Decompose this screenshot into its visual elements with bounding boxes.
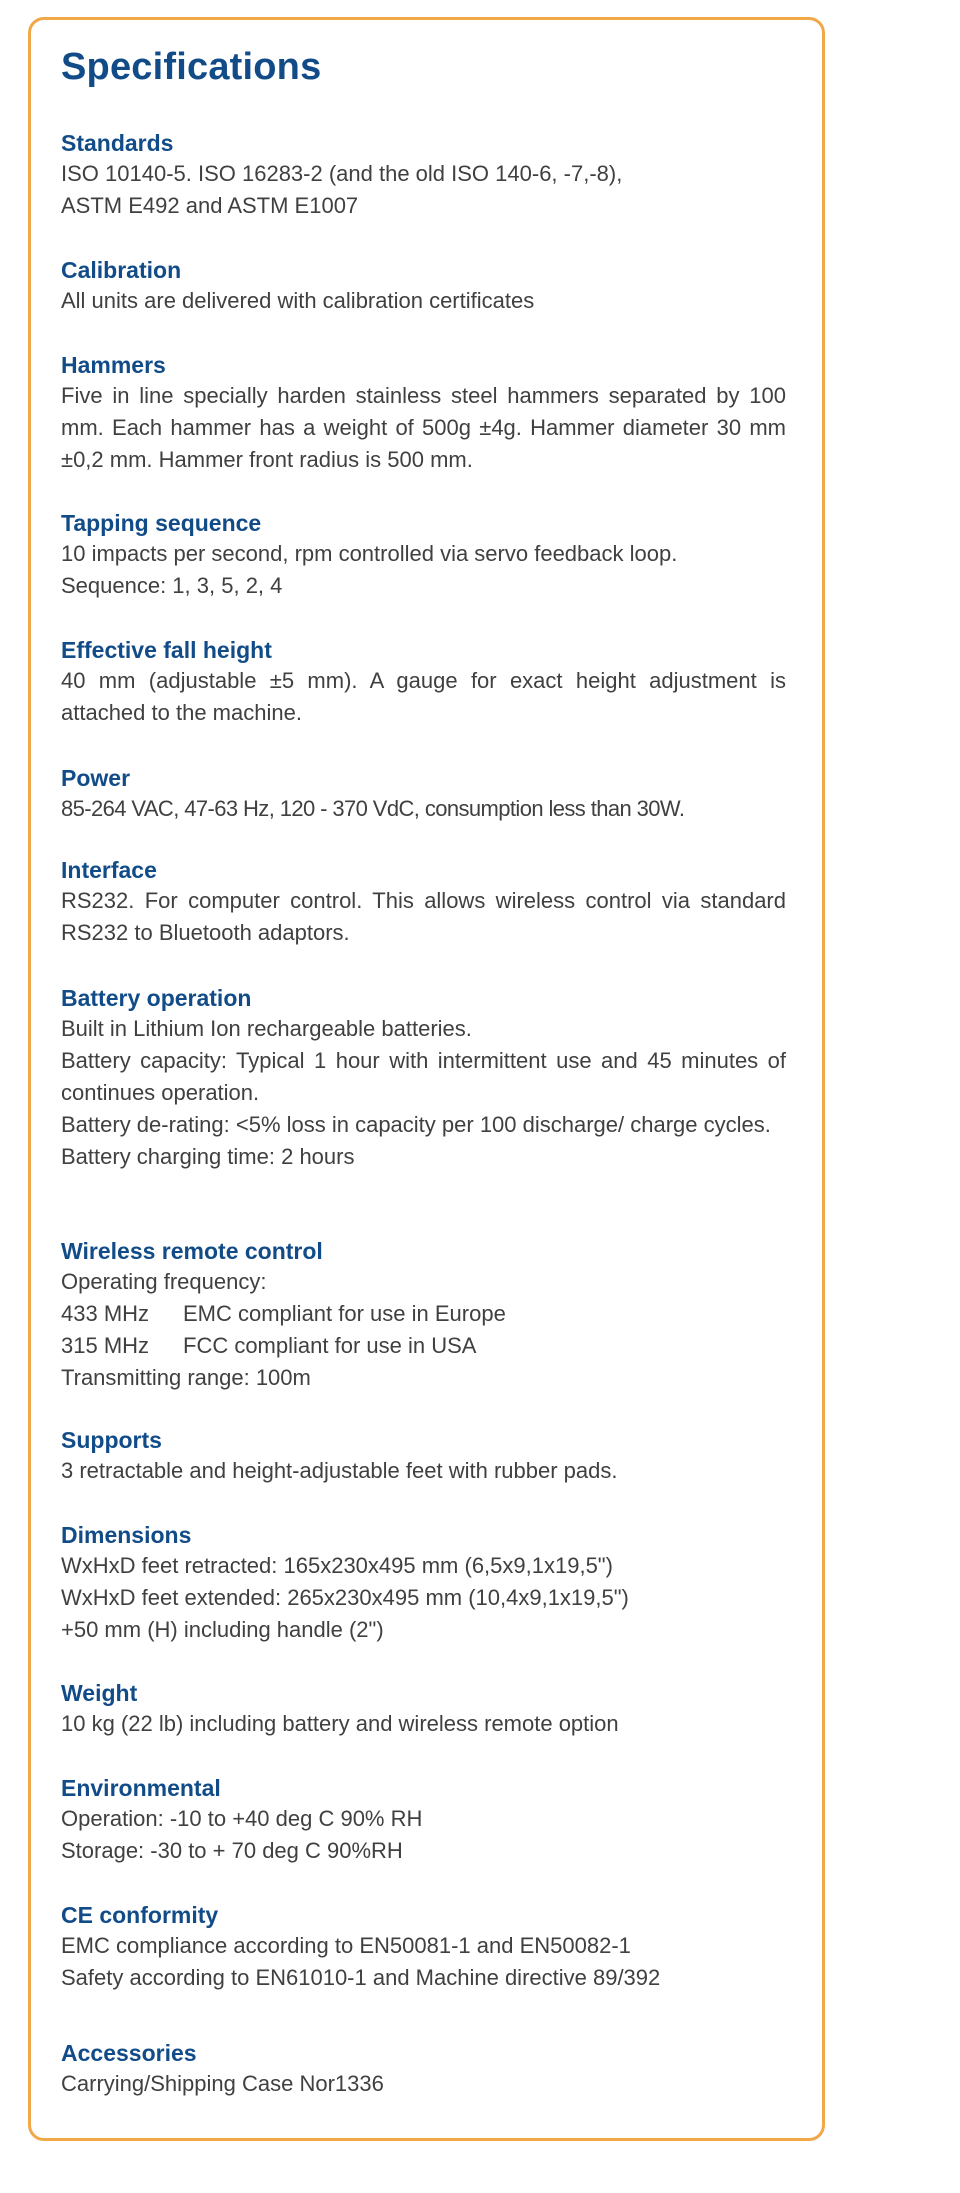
section-text: Battery capacity: Typical 1 hour with intermittent use and 45 minutes of continues operation. bbox=[61, 1048, 786, 1105]
section-text: Battery charging time: 2 hours bbox=[61, 1144, 355, 1169]
frequency-row bbox=[61, 1330, 786, 1362]
section-text: 85-264 VAC, 47-63 Hz, 120 - 370 VdC, consumption less than 30W. bbox=[61, 796, 685, 821]
section-text: RS232. For computer control. This allows wireless control via standard RS232 to Bluetooth adaptors. bbox=[61, 888, 786, 945]
section-dimensions bbox=[61, 1520, 786, 1646]
section-accessories bbox=[61, 2038, 786, 2100]
section-supports bbox=[61, 1425, 786, 1487]
section-text: ASTM E492 and ASTM E1007 bbox=[61, 193, 359, 218]
section-calibration bbox=[61, 255, 786, 317]
section-power bbox=[61, 763, 786, 825]
section-text: Battery de-rating: <5% loss in capacity per 100 discharge/ charge cycles. bbox=[61, 1112, 771, 1137]
section-heading: Effective fall height bbox=[61, 637, 272, 663]
section-heading: Tapping sequence bbox=[61, 510, 262, 536]
section-heading: Wireless remote control bbox=[61, 1238, 323, 1264]
section-environmental bbox=[61, 1773, 786, 1867]
section-text: All units are delivered with calibration certificates bbox=[61, 288, 535, 313]
section-heading: Calibration bbox=[61, 257, 182, 283]
section-text: Transmitting range: 100m bbox=[61, 1365, 311, 1390]
section-hammers bbox=[61, 350, 786, 476]
frequency-note: FCC compliant for use in USA bbox=[183, 1333, 477, 1358]
section-heading: Weight bbox=[61, 1680, 138, 1706]
frequency-note: EMC compliant for use in Europe bbox=[183, 1301, 506, 1326]
frequency-row bbox=[61, 1298, 786, 1330]
section-heading: Standards bbox=[61, 130, 174, 156]
specifications-panel bbox=[28, 17, 825, 2141]
section-text: WxHxD feet retracted: 165x230x495 mm (6,5x9,1x19,5") bbox=[61, 1553, 613, 1578]
section-text: ISO 10140-5. ISO 16283-2 (and the old ISO 140-6, -7,-8), bbox=[61, 161, 623, 186]
frequency-band: 433 MHz bbox=[61, 1301, 150, 1326]
section-battery-operation bbox=[61, 983, 786, 1173]
section-heading: Accessories bbox=[61, 2040, 197, 2066]
section-text: Five in line specially harden stainless steel hammers separated by 100 mm. Each hammer has a weight of 500g ±4g. Hammer diameter 30 mm ±0,2 mm. Hammer front radius is 500 mm. bbox=[61, 383, 786, 472]
section-text: Safety according to EN61010-1 and Machine directive 89/392 bbox=[61, 1965, 661, 1990]
section-text: Operation: -10 to +40 deg C 90% RH bbox=[61, 1806, 423, 1831]
section-text: EMC compliance according to EN50081-1 and EN50082-1 bbox=[61, 1933, 631, 1958]
section-heading: Supports bbox=[61, 1427, 162, 1453]
frequency-band: 315 MHz bbox=[61, 1333, 150, 1358]
section-text: Operating frequency: bbox=[61, 1269, 267, 1294]
section-text: 3 retractable and height-adjustable feet with rubber pads. bbox=[61, 1458, 618, 1483]
section-heading: CE conformity bbox=[61, 1902, 219, 1928]
page-title: Specifications bbox=[61, 46, 322, 88]
section-effective-fall-height bbox=[61, 635, 786, 729]
section-standards bbox=[61, 128, 786, 222]
section-text: Storage: -30 to + 70 deg C 90%RH bbox=[61, 1838, 403, 1863]
section-text: Built in Lithium Ion rechargeable batteries. bbox=[61, 1016, 472, 1041]
section-interface bbox=[61, 855, 786, 949]
section-heading: Hammers bbox=[61, 352, 166, 378]
section-text: +50 mm (H) including handle (2") bbox=[61, 1617, 384, 1642]
section-heading: Environmental bbox=[61, 1775, 221, 1801]
section-wireless-remote-control bbox=[61, 1236, 786, 1394]
section-text: Carrying/Shipping Case Nor1336 bbox=[61, 2071, 384, 2096]
section-text: 10 kg (22 lb) including battery and wireless remote option bbox=[61, 1711, 619, 1736]
section-text: WxHxD feet extended: 265x230x495 mm (10,4x9,1x19,5") bbox=[61, 1585, 629, 1610]
section-text: 10 impacts per second, rpm controlled via servo feedback loop. bbox=[61, 541, 678, 566]
section-heading: Power bbox=[61, 765, 131, 791]
section-ce-conformity bbox=[61, 1900, 786, 1994]
section-heading: Battery operation bbox=[61, 985, 252, 1011]
section-heading: Dimensions bbox=[61, 1522, 192, 1548]
section-text: 40 mm (adjustable ±5 mm). A gauge for exact height adjustment is attached to the machine. bbox=[61, 668, 786, 725]
section-tapping-sequence bbox=[61, 508, 786, 602]
section-text: Sequence: 1, 3, 5, 2, 4 bbox=[61, 573, 283, 598]
section-heading: Interface bbox=[61, 857, 157, 883]
section-weight bbox=[61, 1678, 786, 1740]
